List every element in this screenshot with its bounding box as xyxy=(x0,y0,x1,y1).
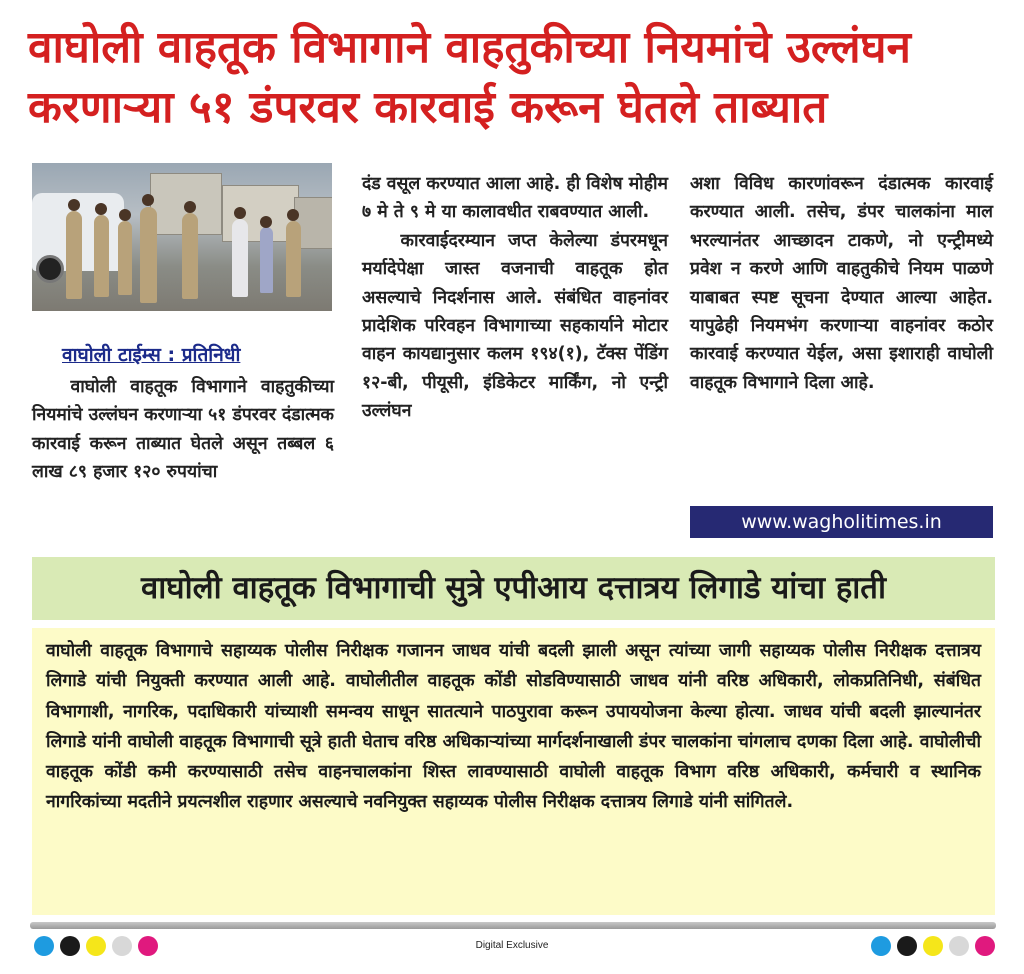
footer-label: Digital Exclusive xyxy=(475,940,549,951)
grey-dot-icon xyxy=(112,936,132,956)
article-column-1 xyxy=(32,373,334,487)
news-photo xyxy=(32,163,332,311)
article-paragraph: वाघोली वाहतूक विभागाने वाहतुकीच्या नियमांचे उल्लंघन करणाऱ्या ५१ डंपरवर दंडात्मक कारवाई करून ताब्यात घेतले असून तब्बल ६ लाख ८९ हजार १२० रुपयांचा xyxy=(32,377,334,483)
cyan-dot-icon xyxy=(871,936,891,956)
article-paragraph: दंड वसूल करण्यात आला आहे. ही विशेष मोहीम ७ मे ते ९ मे या कालावधीत राबवण्यात आली. xyxy=(362,174,668,223)
byline: वाघोली टाईम्स : प्रतिनिधी xyxy=(62,344,241,366)
yellow-dot-icon xyxy=(86,936,106,956)
article-paragraph: अशा विविध कारणांवरून दंडात्मक कारवाई करण्यात आली. तसेच, डंपर चालकांना माल भरल्यानंतर आच्छादन टाकणे, नो एन्ट्रीमध्ये प्रवेश न करणे आणि वाहतुकीचे नियम पाळणे याबाबत स्पष्ट सूचना देण्यात आल्या आहेत. यापुढेही नियमभंग करणाऱ्या वाहनांवर कठोर कारवाई करण्यात येईल, असा इशाराही वाघोली वाहतूक विभागाने दिला आहे. xyxy=(690,174,993,393)
print-marks-right xyxy=(871,936,995,956)
black-dot-icon xyxy=(897,936,917,956)
grey-dot-icon xyxy=(949,936,969,956)
black-dot-icon xyxy=(60,936,80,956)
subheadline: वाघोली वाहतूक विभागाची सुत्रे एपीआय दत्तात्रय लिगाडे यांचा हाती xyxy=(140,570,887,606)
yellow-dot-icon xyxy=(923,936,943,956)
highlight-box-text: वाघोली वाहतूक विभागाचे सहाय्यक पोलीस निरीक्षक गजानन जाधव यांची बदली झाली असून त्यांच्या जागी सहाय्यक पोलीस निरीक्षक दत्तात्रय लिगाडे यांची नियुक्ती करण्यात आली आहे. वाघोलीतील वाहतूक कोंडी सोडविण्यासाठी जाधव यांनी वरिष्ठ अधिकारी, लोकप्रतिनिधी, संबंधित विभागाशी, नागरिक, पदाधिकारी यांच्याशी समन्वय साधून सातत्याने पाठपुरावा करून उपाययोजना केल्या होत्या. जाधव यांची बदली झाल्यानंतर लिगाडे यांनी वाघोली वाहतूक विभागाची सूत्रे हाती घेताच वरिष्ठ अधिकाऱ्यांच्या मार्गदर्शनाखाली डंपर चालकांना चांगलाच दणका दिला आहे. वाघोलीची वाहतूक कोंडी कमी करण्यासाठी तसेच वाहनचालकांना शिस्त लावण्यासाठी वाघोली वाहतूक विभाग वरिष्ठ अधिकारी, कर्मचारी व स्थानिक नागरिकांच्या मदतीने प्रयत्नशील राहणार असल्याचे नवनियुक्त सहाय्यक पोलीस निरीक्षक दत्तात्रय लिगाडे यांनी सांगितले. xyxy=(46,641,981,813)
magenta-dot-icon xyxy=(138,936,158,956)
article-paragraph: कारवाईदरम्यान जप्त केलेल्या डंपरमधून मर्यादेपेक्षा जास्त वजनाची वाहतूक होत असल्याचे निदर्शनास आले. संबंधित वाहनांवर प्रादेशिक परिवहन विभागाच्या सहकार्याने मोटार वाहन कायद्यानुसार कलम १९४(१), टॅक्स पेंडिंग १२-बी, पीयूसी, इंडिकेटर मार्किंग, नो एन्ट्री उल्लंघन xyxy=(362,230,668,422)
headline: वाघोली वाहतूक विभागाने वाहतुकीच्या नियमांचे उल्लंघन करणाऱ्या ५१ डंपरवर कारवाई करून घेतले ताब्यात xyxy=(28,22,911,133)
cyan-dot-icon xyxy=(34,936,54,956)
divider-bar xyxy=(30,922,996,929)
article-column-2 xyxy=(362,170,668,426)
article-column-3 xyxy=(690,170,993,397)
website-url-banner[interactable]: www.wagholitimes.in xyxy=(690,506,993,538)
print-marks-left xyxy=(34,936,158,956)
magenta-dot-icon xyxy=(975,936,995,956)
